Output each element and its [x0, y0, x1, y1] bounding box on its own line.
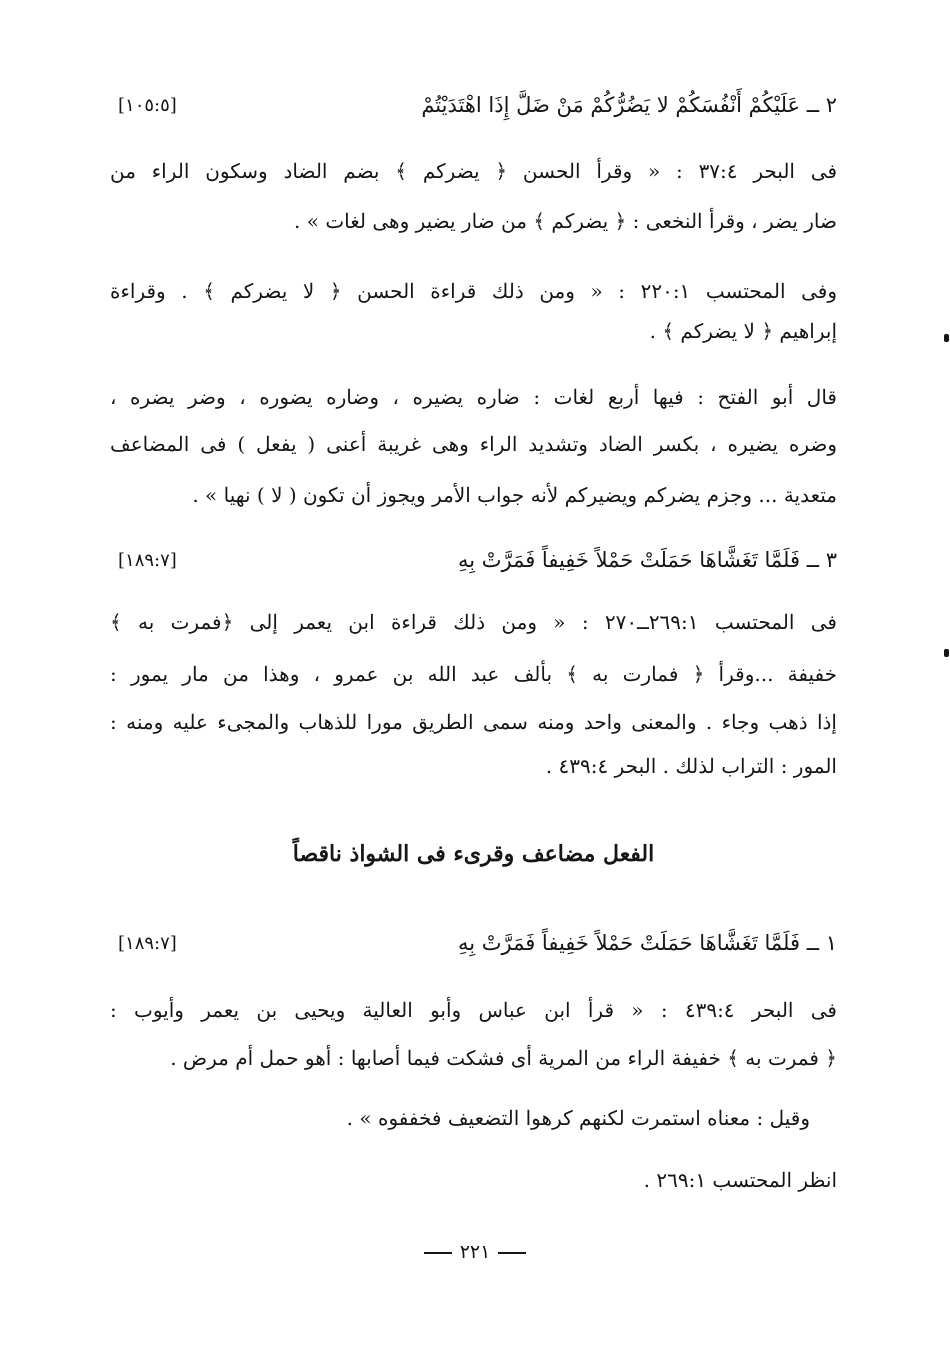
paragraph-line: إذا ذهب وجاء . والمعنى واحد ومنه سمى الطريق مورا للذهاب والمجىء عليه ومنه : [110, 710, 837, 734]
paragraph-line: ﴿ فمرت به ﴾ خفيفة الراء من المرية أى فشكت فيما أصابها : أهو حمل أم مرض . [170, 1046, 837, 1070]
verse-heading-1 [110, 928, 837, 960]
verse-text: ١ ــ فَلَمَّا تَغَشَّاهَا حَمَلَتْ حَمْلاً خَفِيفاً فَمَرَّتْ بِهِ [457, 931, 837, 955]
page-number: ٢٢١ [459, 1241, 491, 1263]
paragraph-line: فى المحتسب ٢٦٩:١ــ٢٧٠ : « ومن ذلك قراءة ابن يعمر إلى ﴿فمرت به ﴾ [110, 610, 837, 634]
paragraph-line: ضار يضر ، وقرأ النخعى : ﴿ يضركم ﴾ من ضار يضير وهى لغات » . [294, 209, 837, 233]
footer-dash [424, 1252, 452, 1254]
paragraph-line: وفى المحتسب ٢٢٠:١ : « ومن ذلك قراءة الحسن ﴿ لا يضركم ﴾ . وقراءة [110, 279, 837, 303]
section-title: الفعل مضاعف وقرىء فى الشواذ ناقصاً [292, 841, 655, 867]
verse-reference: [١٨٩:٧] [118, 550, 177, 571]
verse-text: ٣ ــ فَلَمَّا تَغَشَّاهَا حَمَلَتْ حَمْلاً خَفِيفاً فَمَرَّتْ بِهِ [457, 548, 837, 572]
paragraph-line: فى البحر ٣٧:٤ : « وقرأ الحسن ﴿ يضركم ﴾ بضم الضاد وسكون الراء من [110, 159, 838, 183]
margin-mark [944, 649, 949, 657]
verse-heading-2 [110, 90, 837, 122]
paragraph-line: وضره يضيره ، بكسر الضاد وتشديد الراء وهى غريبة أعنى ( يفعل ) فى المضاعف [110, 432, 837, 456]
paragraph-line: إبراهيم ﴿ لا يضركم ﴾ . [649, 319, 837, 343]
footer-dash [498, 1252, 526, 1254]
paragraph-line: خفيفة ...وقرأ ﴿ فمارت به ﴾ بألف عبد الله بن عمرو ، وهذا من مار يمور : [110, 662, 837, 686]
paragraph-line: وقيل : معناه استمرت لكنهم كرهوا التضعيف فخففوه » . [346, 1106, 810, 1130]
paragraph-line: متعدية ... وجزم يضركم ويضيركم لأنه جواب الأمر ويجوز أن تكون ( لا ) نهيا » . [192, 483, 837, 507]
margin-mark [944, 334, 949, 342]
paragraph-line: انظر المحتسب ٢٦٩:١ . [643, 1168, 837, 1192]
paragraph-line: المور : التراب لذلك . البحر ٤٣٩:٤ . [545, 754, 837, 778]
page-footer [0, 1238, 950, 1266]
verse-heading-3 [110, 545, 837, 577]
paragraph-line: قال أبو الفتح : فيها أربع لغات : ضاره يضيره ، وضاره يضوره ، وضر يضره ، [110, 385, 837, 409]
verse-reference: [١٨٩:٧] [118, 933, 177, 954]
verse-text: ٢ ــ عَلَيْكُمْ أَنْفُسَكُمْ لا يَضُرُّكُمْ مَنْ ضَلَّ إِذَا اهْتَدَيْتُمْ [421, 93, 837, 117]
paragraph-line: فى البحر ٤٣٩:٤ : « قرأ ابن عباس وأبو العالية ويحيى بن يعمر وأيوب : [110, 998, 837, 1022]
verse-reference: [١٠٥:٥] [118, 95, 177, 116]
